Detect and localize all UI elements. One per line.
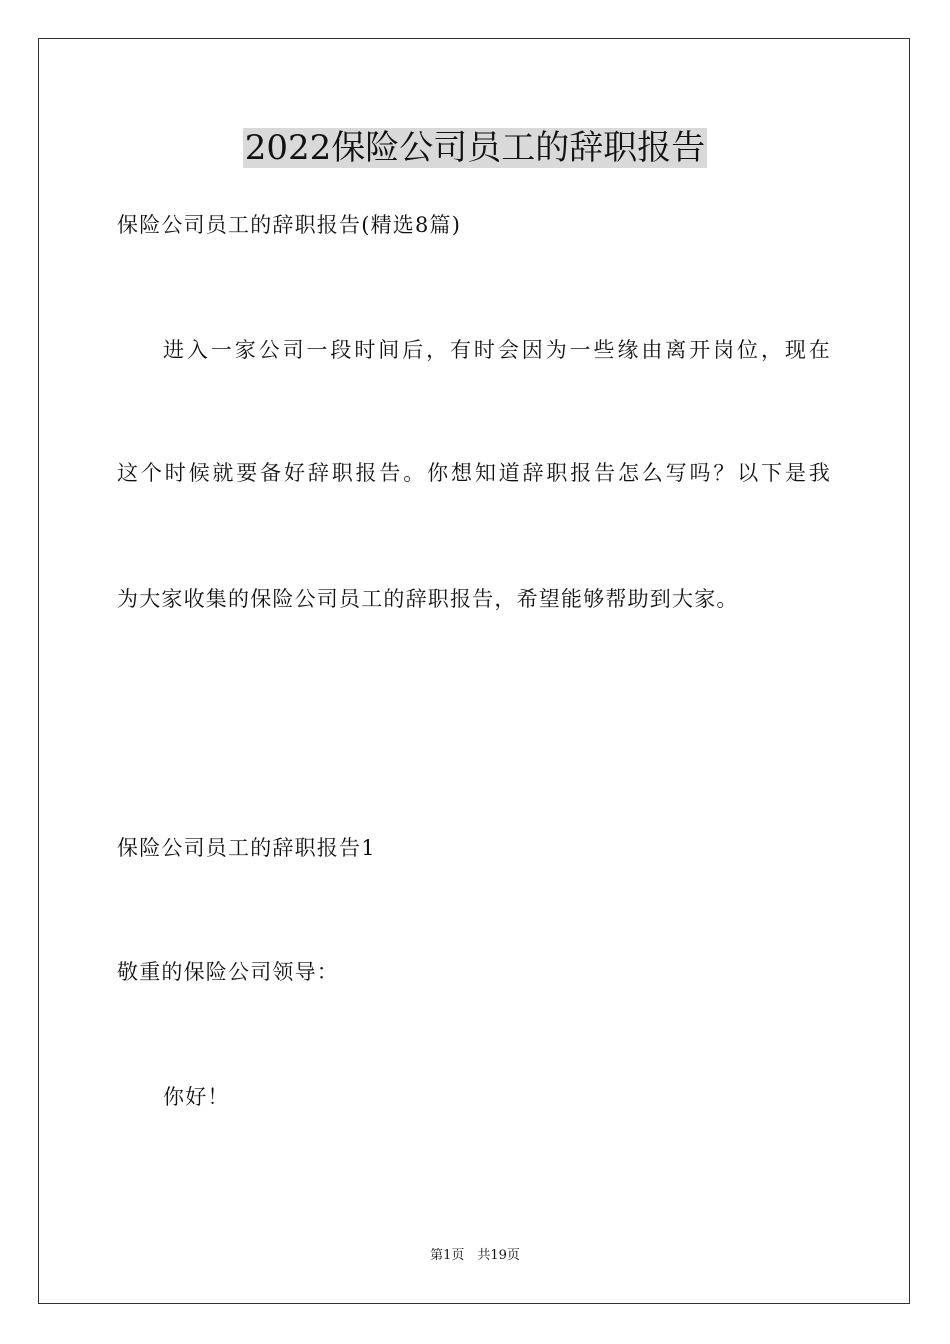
- document-subtitle: 保险公司员工的辞职报告(精选8篇): [117, 213, 462, 237]
- section-heading: 保险公司员工的辞职报告1: [117, 836, 376, 860]
- intro-paragraph-line-1: 进入一家公司一段时间后，有时会因为一些缘由离开岗位，现在: [163, 338, 831, 362]
- document-title-text: 2022保险公司员工的辞职报告: [244, 128, 706, 168]
- intro-paragraph-line-3: 为大家收集的保险公司员工的辞职报告，希望能够帮助到大家。: [117, 587, 739, 611]
- page-footer: [0, 1247, 950, 1265]
- page-indicator: 第1页 共19页: [430, 1248, 520, 1263]
- letter-salutation: 敬重的保险公司领导：: [117, 960, 339, 984]
- letter-greeting: 你好！: [163, 1085, 230, 1109]
- document-title: [0, 126, 950, 170]
- intro-paragraph-line-2: 这个时候就要备好辞职报告。你想知道辞职报告怎么写吗？以下是我: [117, 461, 831, 485]
